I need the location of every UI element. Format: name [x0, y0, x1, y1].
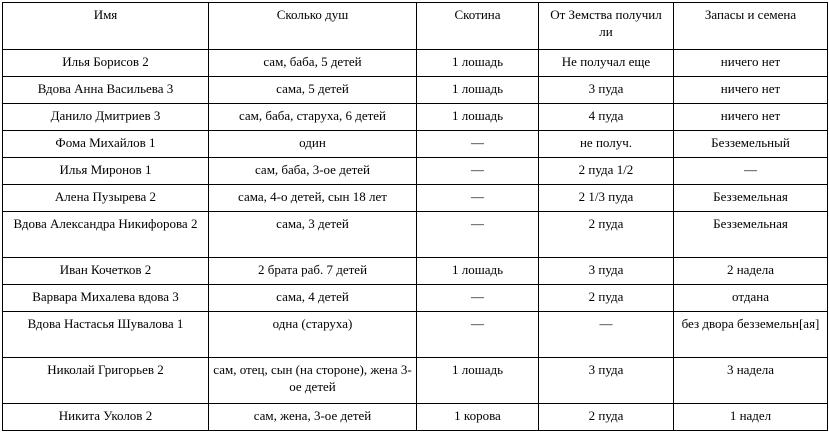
cell-name: Вдова Анна Васильева 3 — [3, 77, 209, 104]
header-supplies: Запасы и семена — [674, 3, 828, 50]
table-row — [3, 212, 828, 258]
cell-souls: сама, 4 детей — [209, 285, 417, 312]
cell-livestock: — — [417, 185, 539, 212]
table-row — [3, 404, 828, 431]
cell-name: Никита Уколов 2 — [3, 404, 209, 431]
cell-zemstvo: — — [539, 312, 674, 358]
cell-name: Фома Михайлов 1 — [3, 131, 209, 158]
cell-livestock: 1 лошадь — [417, 104, 539, 131]
cell-name: Алена Пузырева 2 — [3, 185, 209, 212]
table-row — [3, 258, 828, 285]
cell-souls: один — [209, 131, 417, 158]
cell-zemstvo: Не получал еще — [539, 50, 674, 77]
cell-supplies: ничего нет — [674, 50, 828, 77]
cell-livestock: — — [417, 158, 539, 185]
table-row — [3, 185, 828, 212]
cell-souls: сам, баба, 5 детей — [209, 50, 417, 77]
cell-supplies: без двора безземельн[ая] — [674, 312, 828, 358]
cell-zemstvo: 3 пуда — [539, 258, 674, 285]
cell-souls: сам, баба, 3-ое детей — [209, 158, 417, 185]
header-name: Имя — [3, 3, 209, 50]
cell-name: Иван Кочетков 2 — [3, 258, 209, 285]
cell-livestock: 1 лошадь — [417, 77, 539, 104]
cell-souls: 2 брата раб. 7 детей — [209, 258, 417, 285]
cell-name: Вдова Александра Никифорова 2 — [3, 212, 209, 258]
table-row — [3, 104, 828, 131]
cell-name: Илья Борисов 2 — [3, 50, 209, 77]
cell-supplies: отдана — [674, 285, 828, 312]
cell-zemstvo: 2 пуда — [539, 404, 674, 431]
header-livestock: Скотина — [417, 3, 539, 50]
cell-supplies: 1 надел — [674, 404, 828, 431]
cell-souls: сам, отец, сын (на стороне), жена 3-ое детей — [209, 358, 417, 404]
table-row — [3, 77, 828, 104]
cell-name: Вдова Настасья Шувалова 1 — [3, 312, 209, 358]
cell-zemstvo: 3 пуда — [539, 77, 674, 104]
cell-livestock: — — [417, 212, 539, 258]
table-row — [3, 358, 828, 404]
cell-souls: сам, баба, старуха, 6 детей — [209, 104, 417, 131]
cell-livestock: — — [417, 131, 539, 158]
cell-souls: сама, 3 детей — [209, 212, 417, 258]
cell-supplies: ничего нет — [674, 77, 828, 104]
table-row — [3, 158, 828, 185]
cell-supplies: Безземельная — [674, 212, 828, 258]
famine-relief-table — [2, 2, 828, 431]
cell-souls: сама, 4-о детей, сын 18 лет — [209, 185, 417, 212]
table-row — [3, 50, 828, 77]
table-row — [3, 312, 828, 358]
cell-zemstvo: 2 пуда — [539, 285, 674, 312]
cell-name: Николай Григорьев 2 — [3, 358, 209, 404]
cell-souls: сам, жена, 3-ое детей — [209, 404, 417, 431]
cell-zemstvo: 3 пуда — [539, 358, 674, 404]
cell-supplies: 3 надела — [674, 358, 828, 404]
cell-livestock: 1 корова — [417, 404, 539, 431]
cell-name: Илья Миронов 1 — [3, 158, 209, 185]
table-row — [3, 131, 828, 158]
cell-name: Данило Дмитриев 3 — [3, 104, 209, 131]
cell-name: Варвара Михалева вдова 3 — [3, 285, 209, 312]
cell-zemstvo: 2 1/3 пуда — [539, 185, 674, 212]
cell-supplies: — — [674, 158, 828, 185]
cell-livestock: 1 лошадь — [417, 358, 539, 404]
cell-zemstvo: не получ. — [539, 131, 674, 158]
cell-souls: сама, 5 детей — [209, 77, 417, 104]
cell-livestock: 1 лошадь — [417, 258, 539, 285]
cell-livestock: 1 лошадь — [417, 50, 539, 77]
cell-zemstvo: 4 пуда — [539, 104, 674, 131]
header-souls: Сколько душ — [209, 3, 417, 50]
cell-supplies: Безземельный — [674, 131, 828, 158]
table-row — [3, 285, 828, 312]
cell-souls: одна (старуха) — [209, 312, 417, 358]
cell-zemstvo: 2 пуда — [539, 212, 674, 258]
cell-zemstvo: 2 пуда 1/2 — [539, 158, 674, 185]
header-row — [3, 3, 828, 50]
cell-livestock: — — [417, 312, 539, 358]
cell-supplies: Безземельная — [674, 185, 828, 212]
cell-supplies: ничего нет — [674, 104, 828, 131]
cell-livestock: — — [417, 285, 539, 312]
cell-supplies: 2 надела — [674, 258, 828, 285]
header-zemstvo: От Земства получил ли — [539, 3, 674, 50]
